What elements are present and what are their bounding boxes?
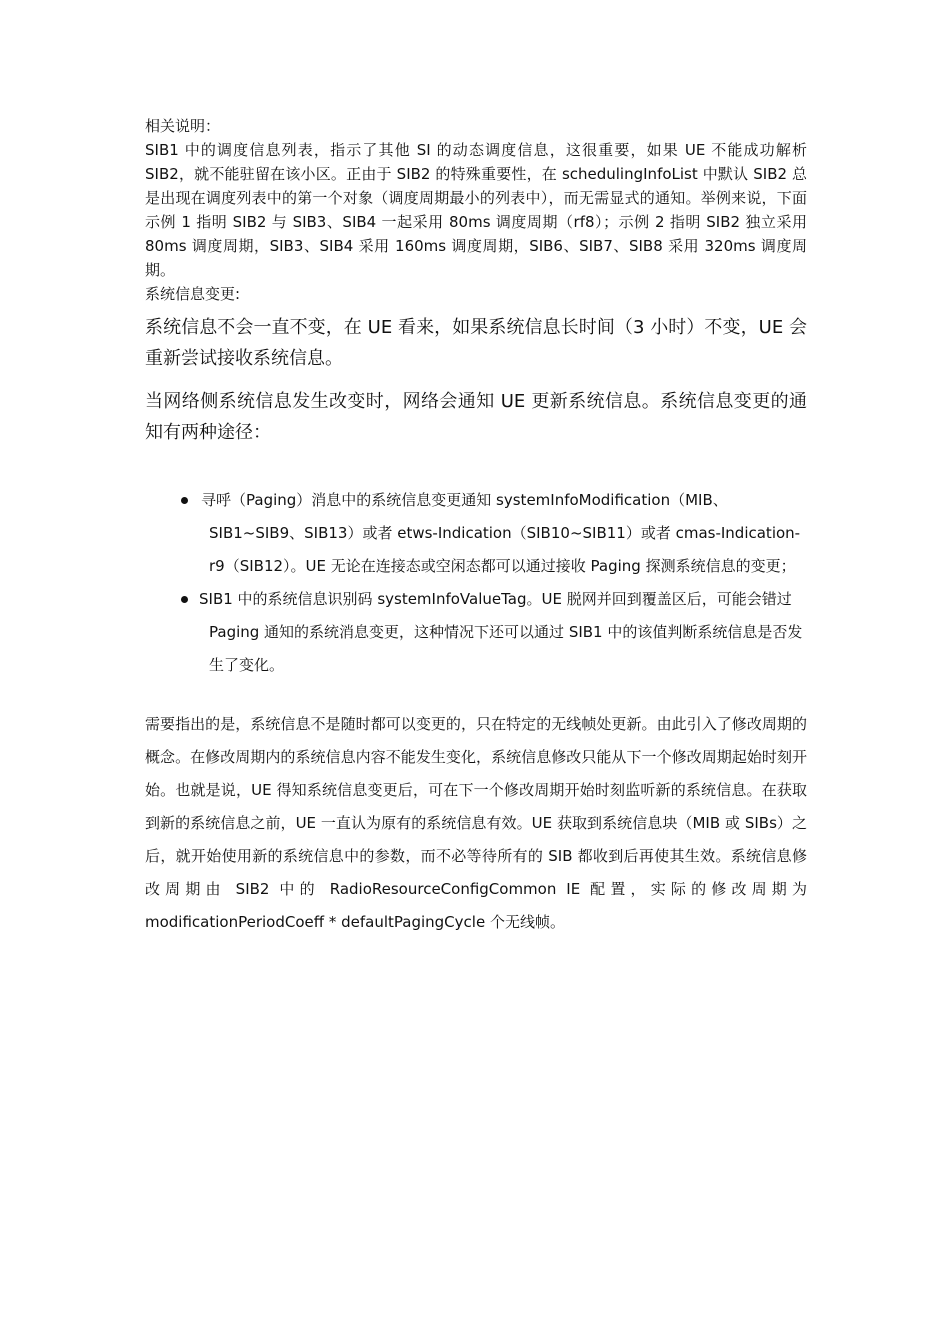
bullet-icon <box>181 596 188 603</box>
list-item <box>145 583 807 682</box>
change-heading: 系统信息变更: <box>145 285 241 303</box>
change-paragraph-2: 当网络侧系统信息发生改变时，网络会通知 UE 更新系统信息。系统信息变更的通知有两种途径： <box>145 391 807 443</box>
note-heading: 相关说明： <box>145 117 221 135</box>
bullet-icon <box>181 497 188 504</box>
list-item-text: 寻呼（Paging）消息中的系统信息变更通知 systemInfoModification（MIB、SIB1~SIB9、SIB13）或者 etws-Indication（SIB10~SIB11）或者 cmas-Indication-r9（SIB12）。UE 无论在连接态或空闲态都可以通过接收 Paging 探测系统信息的变更； <box>201 491 801 575</box>
notification-methods-list <box>145 484 807 682</box>
modification-period-paragraph: 需要指出的是，系统信息不是随时都可以变更的，只在特定的无线帧处更新。由此引入了修改周期的概念。在修改周期内的系统信息内容不能发生变化，系统信息修改只能从下一个修改周期起始时刻开始。也就是说，UE 得知系统信息变更后，可在下一个修改周期开始时刻监听新的系统信息。在获取到新的系统信息之前，UE 一直认为原有的系统信息有效。UE 获取到系统信息块（MIB 或 SIBs）之后，就开始使用新的系统信息中的参数，而不必等待所有的 SIB 都收到后再使其生效。系统信息修改周期由 SIB2 中的 RadioResourceConfigCommon IE 配置，实际的修改周期为 modificationPeriodCoeff * defaultPagingCycle 个无线帧。 <box>145 715 807 931</box>
list-item-text: SIB1 中的系统信息识别码 systemInfoValueTag。UE 脱网并回到覆盖区后，可能会错过 Paging 通知的系统消息变更，这种情况下还可以通过 SIB1 中的该值判断系统信息是否发生了变化。 <box>199 590 803 674</box>
sib1-paragraph: SIB1 中的调度信息列表，指示了其他 SI 的动态调度信息，这很重要，如果 UE 不能成功解析 SIB2，就不能驻留在该小区。正由于 SIB2 的特殊重要性，在 schedulingInfoList 中默认 SIB2 总是出现在调度列表中的第一个对象（调度周期最小的列表中），而无需显式的通知。举例来说，下面示例 1 指明 SIB2 与 SIB3、SIB4 一起采用 80ms 调度周期（rf8）；示例 2 指明 SIB2 独立采用 80ms 调度周期，SIB3、SIB4 采用 160ms 调度周期，SIB6、SIB7、SIB8 采用 320ms 调度周期。 <box>145 141 807 279</box>
list-item <box>145 484 807 583</box>
document-page <box>145 114 807 939</box>
change-paragraph-1: 系统信息不会一直不变，在 UE 看来，如果系统信息长时间（3 小时）不变，UE 会重新尝试接收系统信息。 <box>145 317 807 369</box>
